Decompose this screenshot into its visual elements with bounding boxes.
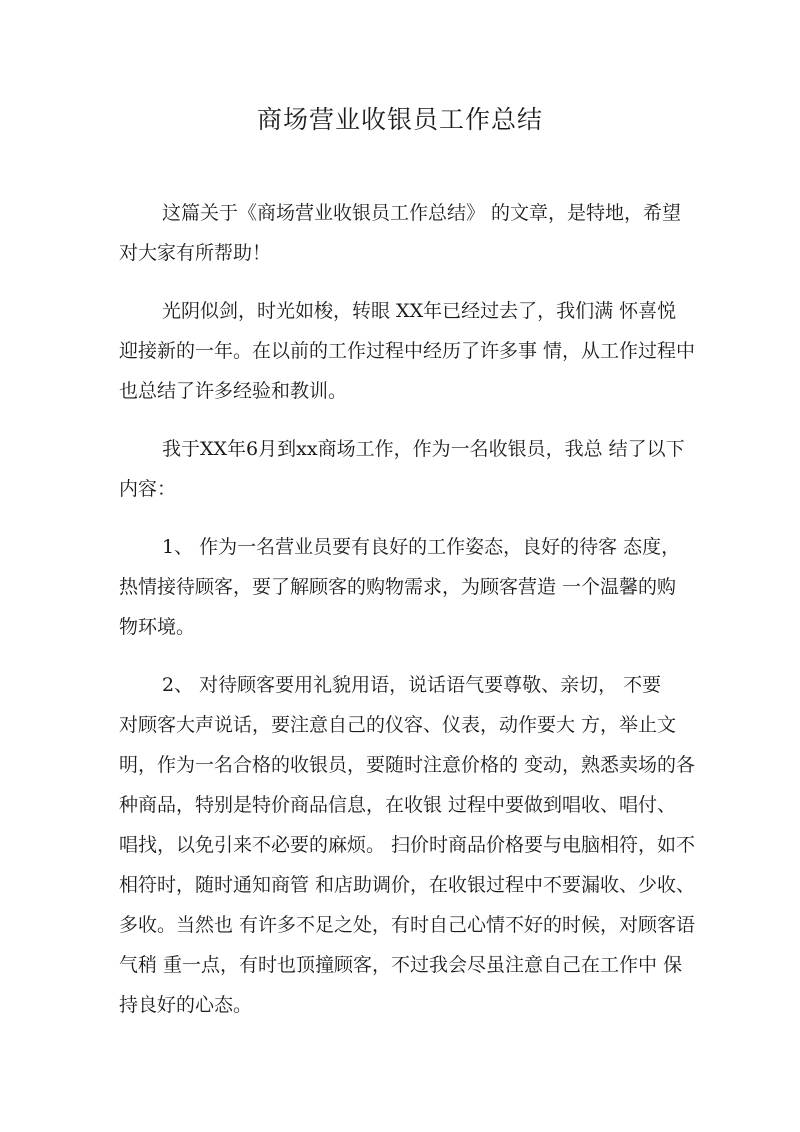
paragraph-line: 迎接新的一年。在以前的工作过程中经历了许多事 情，从工作过程中 [119, 340, 696, 362]
paragraph-line: 唱找，以免引来不必要的麻烦。 扫价时商品价格要与电脑相符，如不 [119, 834, 696, 856]
paragraph-line: 明，作为一名合格的收银员，要随时注意价格的 变动，熟悉卖场的各 [119, 754, 696, 776]
document-title: 商场营业收银员工作总结 [256, 105, 543, 134]
paragraph-line: 也总结了许多经验和教训。 [119, 380, 348, 402]
paragraph-line: 热情接待顾客，要了解顾客的购物需求，为顾客营造 一个温馨的购 [119, 576, 677, 598]
paragraph-line: 相符时，随时通知商管 和店助调价，在收银过程中不要漏收、少收、 [119, 874, 696, 896]
paragraph-line: 我于XX年6月到xx商场工作，作为一名收银员，我总 结了以下 [162, 438, 685, 460]
paragraph-line: 对大家有所帮助！ [119, 242, 272, 264]
paragraph-line: 内容： [119, 478, 177, 500]
paragraph-line: 多收。当然也 有许多不足之处，有时自己心情不好的时候，对顾客语 [119, 914, 696, 936]
paragraph-line: 物环境。 [119, 616, 196, 638]
paragraph-opening [119, 291, 696, 411]
paragraph-line: 1、 作为一名营业员要有良好的工作姿态，良好的待客 态度， [162, 536, 681, 558]
paragraph-line: 光阴似剑，时光如梭，转眼 XX年已经过去了，我们满 怀喜悦 [162, 300, 677, 322]
paragraph-line: 2、 对待顾客要用礼貌用语，说话语气要尊敬、亲切， 不要 [162, 674, 662, 696]
document-body [119, 193, 696, 1043]
paragraph-line: 这篇关于《商场营业收银员工作总结》 的文章，是特地，希望 [162, 202, 682, 224]
paragraph-item-2 [119, 665, 696, 1025]
paragraph-line: 对顾客大声说话，要注意自己的仪容、仪表，动作要大 方，举止文 [119, 714, 677, 736]
paragraph-intro [119, 193, 682, 273]
paragraph-line: 种商品，特别是特价商品信息，在收银 过程中要做到唱收、唱付、 [119, 794, 677, 816]
paragraph-line: 气稍 重一点，有时也顶撞顾客，不过我会尽虽注意自己在工作中 保 [119, 954, 683, 976]
paragraph-summary-intro [119, 429, 685, 509]
paragraph-item-1 [119, 527, 681, 647]
paragraph-line: 持良好的心态。 [119, 994, 253, 1016]
